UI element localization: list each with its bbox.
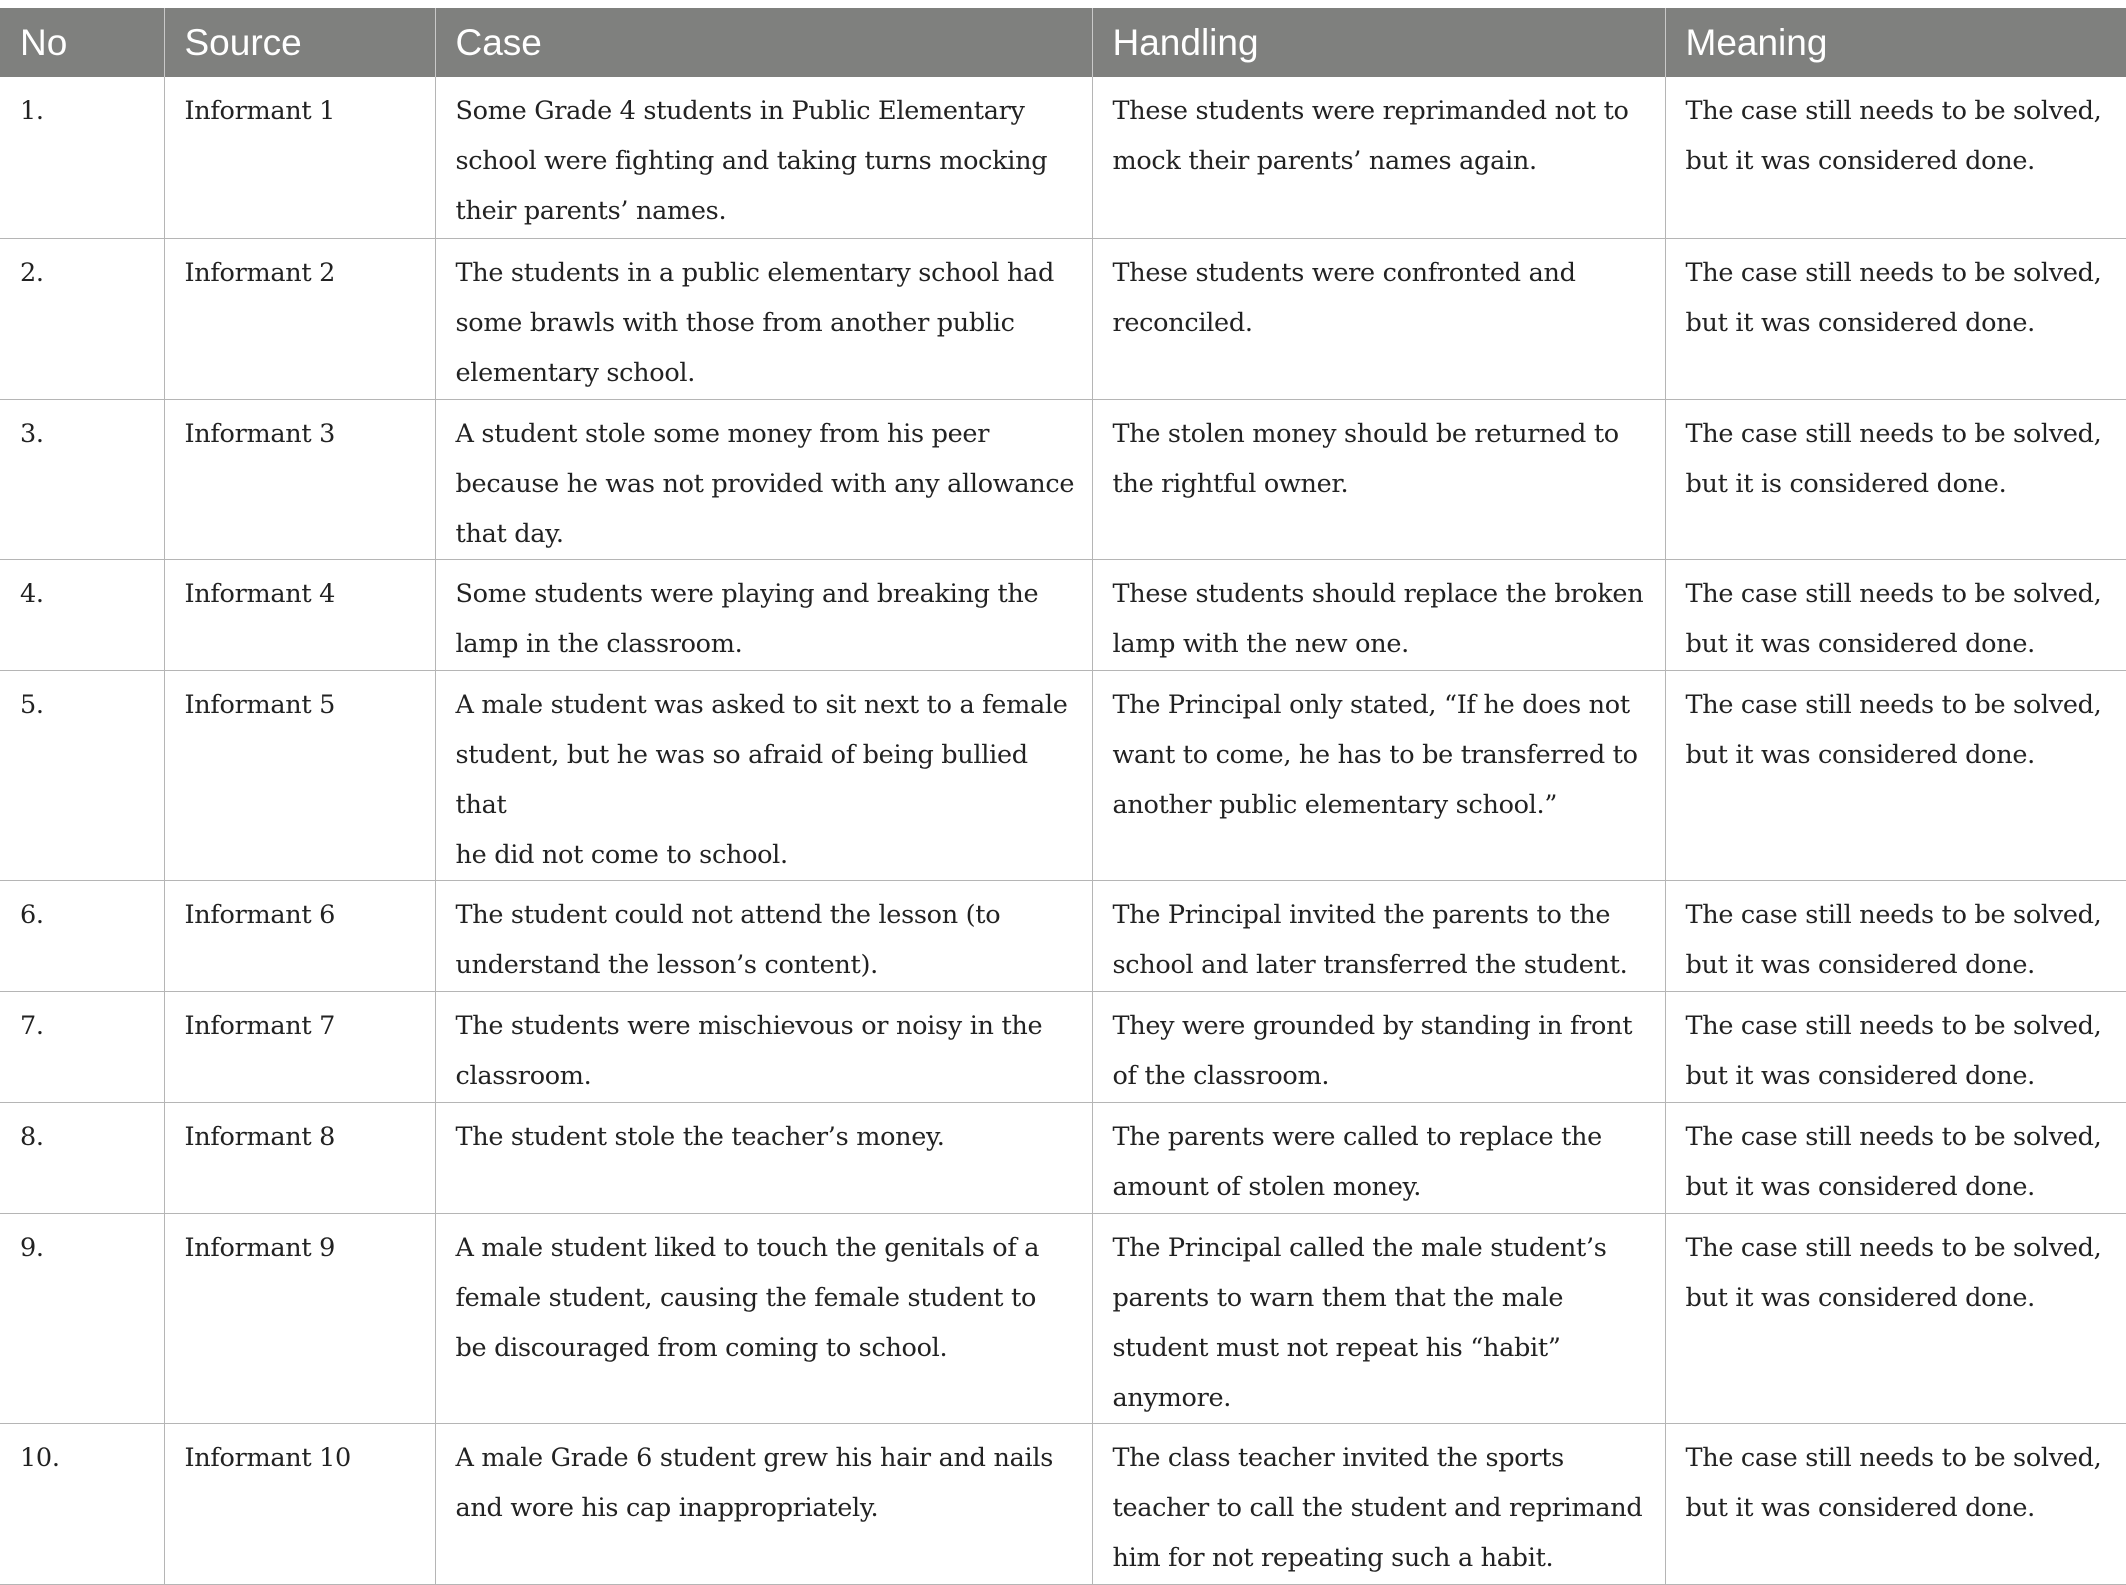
cell-source: Informant 10	[164, 1423, 435, 1584]
header-source: Source	[164, 8, 435, 77]
header-handling: Handling	[1092, 8, 1665, 77]
header-meaning: Meaning	[1665, 8, 2126, 77]
header-row	[0, 8, 2126, 77]
cell-no: 5.	[0, 670, 164, 880]
cell-case: A student stole some money from his peer because he was not provided with any allowance that day.	[435, 399, 1092, 559]
cell-case: A male Grade 6 student grew his hair and nails and wore his cap inappropriately.	[435, 1423, 1092, 1584]
table-header	[0, 8, 2126, 77]
cell-source: Informant 2	[164, 238, 435, 399]
cell-no: 4.	[0, 559, 164, 670]
cell-meaning: The case still needs to be solved, but it was considered done.	[1665, 559, 2126, 670]
cell-case: The student could not attend the lesson (to understand the lesson’s content).	[435, 880, 1092, 991]
cell-no: 10.	[0, 1423, 164, 1584]
cell-source: Informant 4	[164, 559, 435, 670]
cell-source: Informant 3	[164, 399, 435, 559]
cell-handling: These students were reprimanded not to mock their parents’ names again.	[1092, 77, 1665, 238]
table-row	[0, 559, 2126, 670]
cell-case: The students in a public elementary school had some brawls with those from another public elementary school.	[435, 238, 1092, 399]
cell-case: The student stole the teacher’s money.	[435, 1102, 1092, 1213]
cell-source: Informant 5	[164, 670, 435, 880]
table-row	[0, 77, 2126, 238]
cell-source: Informant 1	[164, 77, 435, 238]
table-row	[0, 238, 2126, 399]
cell-handling: They were grounded by standing in front of the classroom.	[1092, 991, 1665, 1102]
cell-case: Some Grade 4 students in Public Elementary school were fighting and taking turns mocking their parents’ names.	[435, 77, 1092, 238]
cell-handling: The Principal invited the parents to the school and later transferred the student.	[1092, 880, 1665, 991]
cell-no: 3.	[0, 399, 164, 559]
cell-source: Informant 9	[164, 1213, 435, 1423]
cell-no: 1.	[0, 77, 164, 238]
header-case: Case	[435, 8, 1092, 77]
cell-handling: These students were confronted and reconciled.	[1092, 238, 1665, 399]
table-row	[0, 1213, 2126, 1423]
cell-handling: The parents were called to replace the amount of stolen money.	[1092, 1102, 1665, 1213]
cases-table-container	[0, 8, 2126, 1585]
cell-meaning: The case still needs to be solved, but it was considered done.	[1665, 1423, 2126, 1584]
cell-no: 7.	[0, 991, 164, 1102]
cell-source: Informant 6	[164, 880, 435, 991]
cases-table	[0, 8, 2126, 1585]
cell-source: Informant 7	[164, 991, 435, 1102]
cell-handling: The Principal called the male student’s parents to warn them that the male student must not repeat his “habit” anymore.	[1092, 1213, 1665, 1423]
table-row	[0, 991, 2126, 1102]
cell-meaning: The case still needs to be solved, but it was considered done.	[1665, 1102, 2126, 1213]
cell-no: 2.	[0, 238, 164, 399]
header-no: No	[0, 8, 164, 77]
cell-no: 9.	[0, 1213, 164, 1423]
cell-handling: The stolen money should be returned to the rightful owner.	[1092, 399, 1665, 559]
table-row	[0, 880, 2126, 991]
cell-meaning: The case still needs to be solved, but it was considered done.	[1665, 1213, 2126, 1423]
cell-case: Some students were playing and breaking the lamp in the classroom.	[435, 559, 1092, 670]
cell-case: A male student was asked to sit next to a female student, but he was so afraid of being bullied that he did not come to school.	[435, 670, 1092, 880]
table-row	[0, 399, 2126, 559]
table-row	[0, 1102, 2126, 1213]
cell-meaning: The case still needs to be solved, but it was considered done.	[1665, 991, 2126, 1102]
cell-meaning: The case still needs to be solved, but it was considered done.	[1665, 670, 2126, 880]
cell-handling: The Principal only stated, “If he does not want to come, he has to be transferred to another public elementary school.”	[1092, 670, 1665, 880]
cell-meaning: The case still needs to be solved, but it was considered done.	[1665, 77, 2126, 238]
cell-meaning: The case still needs to be solved, but it was considered done.	[1665, 238, 2126, 399]
table-row	[0, 670, 2126, 880]
cell-no: 8.	[0, 1102, 164, 1213]
table-body	[0, 77, 2126, 1584]
cell-meaning: The case still needs to be solved, but it is considered done.	[1665, 399, 2126, 559]
cell-handling: The class teacher invited the sports teacher to call the student and reprimand him for not repeating such a habit.	[1092, 1423, 1665, 1584]
cell-no: 6.	[0, 880, 164, 991]
cell-source: Informant 8	[164, 1102, 435, 1213]
cell-meaning: The case still needs to be solved, but it was considered done.	[1665, 880, 2126, 991]
table-row	[0, 1423, 2126, 1584]
cell-handling: These students should replace the broken lamp with the new one.	[1092, 559, 1665, 670]
cell-case: The students were mischievous or noisy in the classroom.	[435, 991, 1092, 1102]
cell-case: A male student liked to touch the genitals of a female student, causing the female student to be discouraged from coming to school.	[435, 1213, 1092, 1423]
